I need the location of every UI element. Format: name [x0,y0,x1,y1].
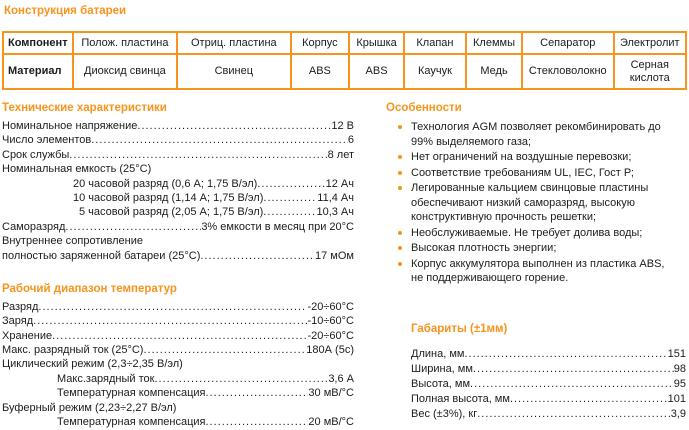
tech-section-title: Технические характеристики [2,102,167,114]
spec-row [411,392,686,407]
spec-row [2,234,354,248]
feature-item [386,181,668,225]
temperature-section-title: Рабочий диапазон температур [2,282,177,295]
table-cell-material-negative: Свинец [177,54,290,89]
feature-text: Нет ограничений на воздушные перевозки; [411,151,632,163]
feature-item [386,166,668,181]
spec-row [2,372,354,386]
dot-leader [69,148,327,162]
spec-value: -20÷60°С [307,329,354,342]
spec-row [2,205,354,219]
table-cell-material-separator: Стекловолокно [522,54,614,89]
table-cell-terminals: Клеммы [466,32,522,54]
table-cell-material-label: Материал [3,54,73,89]
feature-text: Корпус аккумулятора выполнен из пластика ABS, не поддерживающего горение. [411,257,665,284]
spec-label: Вес (±3%), кг [411,407,478,420]
spec-value: 151 [667,347,686,360]
tech-spec-list [2,119,354,263]
table-cell-material-electrolyte: Серная кислота [614,54,686,89]
spec-label: Срок службы [2,148,70,161]
table-cell-material-cover: ABS [349,54,404,89]
spec-value: 6 [347,134,354,147]
spec-row [2,162,354,176]
spec-row [411,347,686,362]
table-cell-positive-plate: Полож. пластина [73,32,177,54]
table-cell-material-positive: Диоксид свинца [73,54,177,89]
dot-leader [464,347,667,362]
spec-value: 20 мВ/°С [308,416,354,429]
spec-value: 8 лет [327,148,354,161]
spec-label: 5 часовой разряд (2,05 А; 1,75 В/эл) [79,206,264,219]
dot-leader [470,377,674,392]
spec-value: 11,4 Ач [317,191,354,204]
dot-leader [137,119,331,133]
spec-label: Хранение [2,329,53,342]
spec-label: Температурная компенсация [57,416,206,429]
feature-text: Высокая плотность энергии; [411,242,557,254]
spec-row [2,314,354,328]
feature-text: Технология AGM позволяет рекомбинировать до 99% выделяемого газа; [411,121,661,148]
dot-leader [263,205,316,219]
spec-row [2,386,354,400]
table-cell-separator: Сепаратор [522,32,614,54]
table-cell-valve: Клапан [404,32,466,54]
dot-leader [263,191,317,205]
spec-row [2,415,354,429]
dot-leader [477,407,670,422]
spec-row [2,220,354,234]
spec-label: Внутреннее сопротивление [2,235,143,248]
spec-value: 3,6 А [328,372,354,385]
dot-leader [206,386,309,400]
spec-row [2,357,354,371]
feature-text: Необслуживаемые. Не требует долива воды; [411,226,643,239]
spec-value: 3% емкости в месяц при 20°С [201,220,354,233]
spec-value: -20÷60°С [307,300,354,313]
feature-text: Легированные кальцием свинцовые пластины обеспечивают низкий саморазряд, высокую конструктивную прочность решетки; [411,182,649,223]
spec-value: 12 В [331,120,354,132]
spec-row [2,177,354,191]
spec-label: Температурная компенсация [57,387,206,400]
feature-item [386,257,668,286]
spec-label: Макс.зарядный ток [57,372,155,385]
spec-row [2,191,354,205]
spec-label: Номинальное напряжение [2,120,138,132]
spec-value: -10÷60°С [307,315,354,328]
spec-row [2,133,354,147]
spec-row [2,401,354,415]
dimensions-spec-list [411,347,686,422]
dot-leader [65,220,201,234]
spec-label: Номинальная емкость (25°С) [2,163,152,176]
spec-value: 101 [667,392,686,405]
spec-row [411,362,686,377]
dot-leader [473,362,674,377]
temperature-spec-list [2,300,354,430]
spec-value: 10,3 Ач [316,206,354,219]
spec-row [2,119,354,133]
feature-text: Соответствие требованиям UL, IEC, Гост Р; [411,166,634,179]
spec-row [2,329,354,343]
spec-label: Полная высота, мм [411,392,510,405]
spec-value: 12 Ач [325,177,354,190]
spec-label: полностью заряженной батареи (25°С) [2,249,201,262]
feature-item [386,226,668,241]
feature-item [386,150,668,165]
dot-leader [206,415,309,429]
dot-leader [510,392,668,407]
dimensions-section-title: Габариты (±1мм) [411,322,508,335]
dot-leader [143,343,306,357]
spec-value: 180А (5с) [306,344,354,357]
dot-leader [257,177,325,191]
features-section-title: Особенности [386,102,462,114]
spec-value: 17 мОм [315,249,354,262]
dot-leader [52,329,307,343]
spec-value: 95 [673,377,686,390]
spec-label: Заряд [2,315,34,328]
bullet-icon [398,231,402,235]
spec-label: Разряд [2,300,39,313]
table-cell-material-valve: Каучук [404,54,466,89]
spec-label: 10 часовой разряд (1,14 А; 1,75 В/эл) [73,191,264,204]
spec-value: 98 [673,362,686,375]
dot-leader [154,372,328,386]
spec-value: 3,9 [670,407,686,420]
spec-label: Число элементов [2,134,92,147]
table-row-component [3,32,686,54]
table-cell-material-case: ABS [291,54,350,89]
spec-row [2,343,354,357]
spec-label: Буферный режим (2,23÷2,27 В/эл) [2,401,177,414]
table-cell-component-label: Компонент [3,32,73,54]
left-column [2,102,354,429]
bullet-icon [398,125,402,129]
bullet-icon [398,246,402,250]
spec-label: Саморазряд [2,220,66,233]
spec-row [2,249,354,263]
table-cell-material-terminals: Медь [466,54,522,89]
table-cell-negative-plate: Отриц. пластина [177,32,290,54]
dot-leader [200,249,315,263]
dot-leader [33,314,307,328]
spec-row [2,300,354,314]
feature-item [386,120,668,149]
table-cell-electrolyte: Электролит [614,32,686,54]
construction-table [2,31,687,90]
feature-list [386,120,668,286]
spec-label: Высота, мм [411,377,471,390]
bullet-icon [398,186,402,190]
table-row-material [3,54,686,89]
spec-value: 30 мВ/°С [308,387,354,400]
dot-leader [91,133,348,147]
page-title: Конструкция батареи [4,5,127,17]
spec-label: Циклический режим (2,3÷2,35 В/эл) [2,358,183,371]
spec-label: Ширина, мм [411,362,473,375]
bullet-icon [398,155,402,159]
spec-row [411,377,686,392]
feature-item [386,241,668,256]
right-column [386,102,686,429]
spec-label: Длина, мм [411,347,465,360]
content-columns [2,102,687,429]
dot-leader [38,300,307,314]
table-cell-case: Корпус [291,32,350,54]
table-cell-cover: Крышка [349,32,404,54]
spec-label: Макс. разрядный ток (25°С) [2,344,144,357]
spec-row [2,148,354,162]
bullet-icon [398,262,402,266]
spec-row [411,407,686,422]
bullet-icon [398,171,402,175]
spec-label: 20 часовой разряд (0,6 А; 1,75 В/эл) [73,177,258,190]
